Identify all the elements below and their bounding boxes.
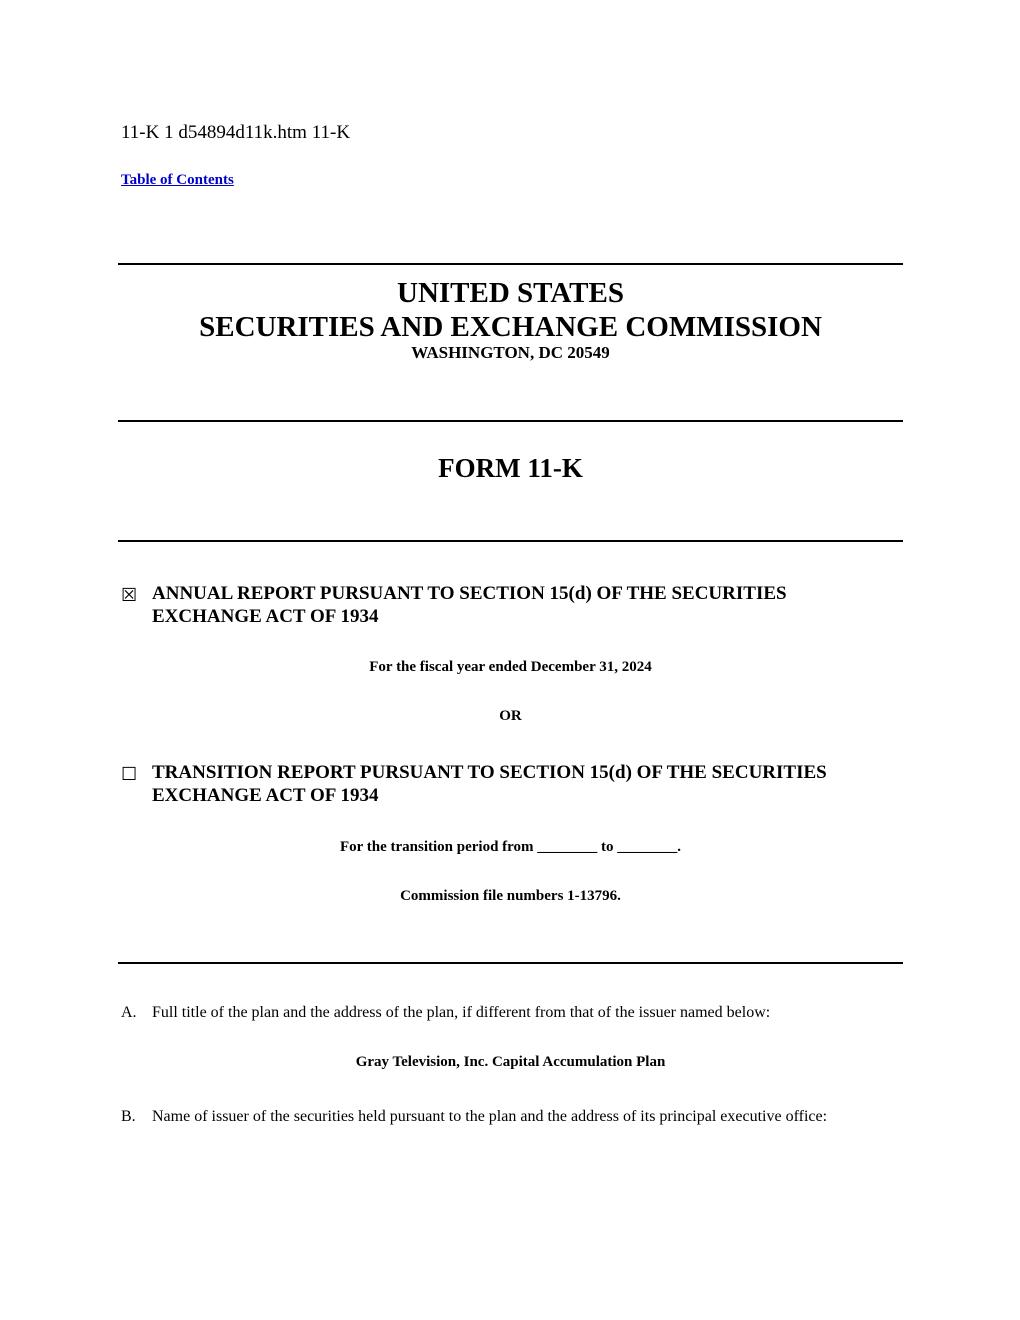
annual-report-line-1: ANNUAL REPORT PURSUANT TO SECTION 15(d) OF THE SECURITIES (152, 583, 787, 604)
agency-heading (118, 276, 903, 344)
fiscal-year-ended: For the fiscal year ended December 31, 2024 (369, 659, 652, 675)
divider-4 (118, 962, 903, 964)
top-divider (118, 263, 903, 265)
form-title: FORM 11-K (438, 453, 583, 483)
plan-name: Gray Television, Inc. Capital Accumulation Plan (355, 1054, 666, 1070)
agency-line-1: UNITED STATES (397, 277, 624, 309)
item-b-text: Name of issuer of the securities held pursuant to the plan and the address of its principal executive office: (152, 1108, 828, 1125)
commission-file-number: Commission file numbers 1-13796. (400, 888, 621, 904)
transition-period: For the transition period from ________ to ________. (339, 839, 682, 855)
or-separator: OR (499, 708, 522, 724)
transition-report-heading (152, 761, 892, 807)
agency-line-2: SECURITIES AND EXCHANGE COMMISSION (199, 311, 822, 343)
item-a-letter: A. (121, 1004, 137, 1021)
agency-city: WASHINGTON, DC 20549 (411, 343, 610, 362)
table-of-contents-link[interactable]: Table of Contents (121, 172, 234, 188)
transition-report-line-2: EXCHANGE ACT OF 1934 (152, 785, 379, 806)
document-file-line: 11-K 1 d54894d11k.htm 11-K (121, 122, 351, 143)
annual-report-heading (152, 582, 892, 628)
divider-2 (118, 420, 903, 422)
item-b-letter: B. (121, 1108, 136, 1125)
transition-report-checkbox: ☐ (121, 764, 138, 784)
divider-3 (118, 540, 903, 542)
transition-report-line-1: TRANSITION REPORT PURSUANT TO SECTION 15(d) OF THE SECURITIES (152, 762, 827, 783)
annual-report-checkbox: ☒ (121, 585, 138, 605)
annual-report-line-2: EXCHANGE ACT OF 1934 (152, 606, 379, 627)
item-a-text: Full title of the plan and the address of the plan, if different from that of the issuer named below: (152, 1004, 771, 1021)
